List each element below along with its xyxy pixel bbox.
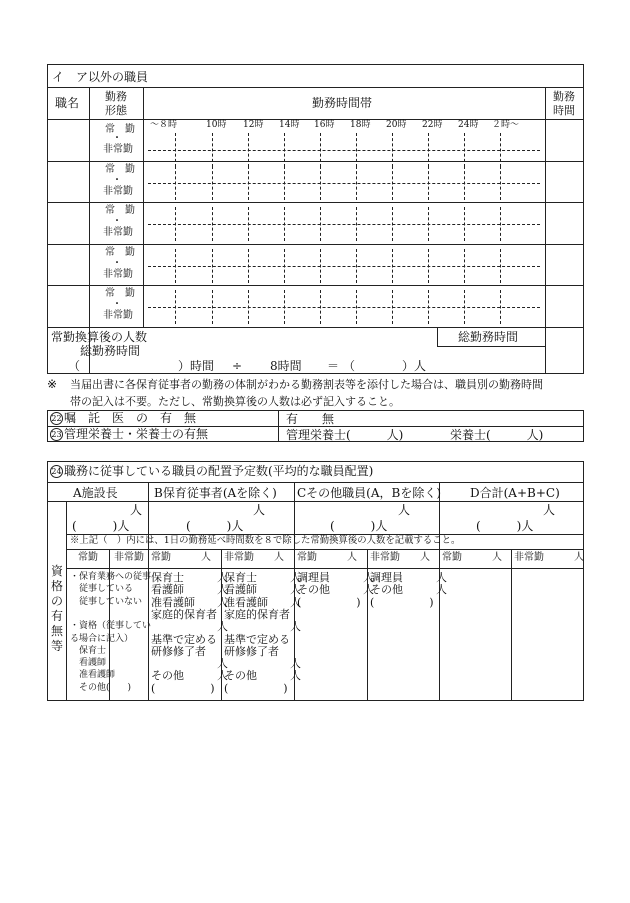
a-qualification-item: その他( ) (70, 682, 132, 693)
c-full-label: 常勤 人 (297, 552, 357, 563)
a-paren-person: ( )人 (72, 519, 130, 533)
col-d-total: D合計(A+B+C) (470, 486, 560, 500)
b-full-item: 看護師 人 (151, 583, 228, 597)
b-full-item: ( ) (151, 681, 215, 695)
note-line-1: 当届出書に各保育従事者の勤務の体制がわかる勤務割表等を添付した場合は、職員別の勤務時間 (70, 378, 543, 391)
c-full-item: その他 人 (297, 583, 374, 597)
staff-allocation-title: 24 職務に従事している職員の配置予定数(平均的な職員配置) (51, 464, 374, 478)
calc-divide: ÷ (232, 359, 243, 373)
b-full-item: 人 (151, 620, 228, 634)
hour-label: 10時 (206, 120, 227, 130)
a-part-label: 非常勤 (114, 552, 144, 563)
col-a-director: A施設長 (73, 486, 118, 500)
fulltime-option: 常 勤 (105, 124, 135, 135)
hour-label: 16時 (314, 120, 335, 130)
form-separator: ・ (112, 133, 122, 144)
c-full-item: ( ) (297, 595, 361, 609)
fulltime-option: 常 勤 (105, 164, 135, 175)
fulltime-option: 常 勤 (105, 288, 135, 299)
a-qualification-item: 准看護師 (70, 670, 116, 681)
col-hours-1: 勤務 (553, 90, 575, 103)
b-full-item: 保育士 人 (151, 571, 228, 584)
dietitian-count: 栄養士( 人) (450, 428, 544, 442)
fte-label: 常勤換算後の人数 (51, 330, 148, 344)
hour-label: 18時 (350, 120, 371, 130)
b-part-item: 看護師 人 (224, 583, 301, 597)
b-part-item: 准看護師 人 (224, 595, 301, 609)
c-part-item: 調理員 人 (370, 571, 447, 584)
c-part-item: その他 人 (370, 583, 447, 597)
a-qualification-item: る場合に記入） (70, 633, 134, 644)
b-full-item: 准看護師 人 (151, 595, 228, 609)
b-full-item: その他 人 (151, 669, 228, 683)
fulltime-option: 常 勤 (105, 247, 135, 258)
num-22-icon: 22 (51, 414, 62, 423)
a-qualification-item: 保育士 (70, 645, 107, 656)
time-band-row (148, 207, 540, 241)
hour-label: 24時 (458, 120, 479, 130)
col-hours-2: 時間 (553, 104, 575, 117)
col-c-other: Cその他職員(A，Bを除く) (297, 486, 442, 500)
parttime-option: 非常勤 (103, 269, 133, 280)
c-part-label: 非常勤 人 (370, 552, 430, 563)
b-part-item: ( ) (224, 681, 288, 695)
b-part-item: 保育士 人 (224, 571, 301, 584)
fte-note: ※上記（ ）内には、1日の勤務延べ時間数を８で除した常勤換算後の人数を記載すること。 (70, 535, 461, 546)
b-full-item: 基準で定める (151, 632, 217, 646)
dietitian-label: 23 管理栄養士・栄養士の有無 (51, 427, 209, 441)
form-separator: ・ (112, 299, 122, 310)
b-person: 人 (253, 503, 266, 517)
mgmt-dietitian-count: 管理栄養士( 人) (286, 428, 404, 442)
b-part-item: 家庭的保育者 (224, 607, 290, 621)
form-separator: ・ (112, 175, 122, 186)
b-part-item: 人 (224, 657, 301, 671)
hour-label: 14時 (279, 120, 300, 130)
a-person: 人 (130, 503, 143, 517)
parttime-option: 非常勤 (103, 227, 133, 238)
parttime-option: 非常勤 (103, 310, 133, 321)
c-part-item: ( ) (370, 595, 434, 609)
form-separator: ・ (112, 216, 122, 227)
b-part-label: 非常勤 人 (224, 552, 284, 563)
a-qualification-item: 看護師 (70, 658, 107, 669)
c-person: 人 (398, 503, 411, 517)
note-mark: ※ (47, 377, 58, 391)
b-part-item: その他 人 (224, 669, 301, 683)
b-part-item: 人 (224, 620, 301, 634)
b-paren-person: ( )人 (186, 519, 244, 533)
a-full-label: 常勤 (78, 552, 98, 563)
col-b-childcare: B保育従事者(Aを除く) (154, 486, 277, 500)
d-paren-person: ( )人 (476, 519, 534, 533)
calc-open-2: （ (343, 359, 356, 373)
b-full-item: 人 (151, 657, 228, 671)
hour-label: 20時 (386, 120, 407, 130)
col-time-band: 勤務時間帯 (312, 96, 373, 110)
hour-label: ２時～ (492, 120, 520, 130)
hour-label: ～８時 (150, 120, 178, 130)
consulting-doctor-label: 22 嘱 託 医 の 有 無 (51, 411, 197, 425)
calc-equals: ＝ (327, 359, 340, 373)
num-23-icon: 23 (51, 430, 62, 439)
a-qualification-item: ・保育業務への従事 (70, 572, 152, 582)
b-part-item: 研修修了者 (224, 644, 279, 658)
calc-8-hours: 8時間 (270, 359, 302, 373)
col-job-title: 職名 (55, 96, 80, 110)
col-work-form-2: 形態 (105, 104, 127, 117)
col-work-form-1: 勤務 (105, 90, 127, 103)
calc-persons: ）人 (402, 359, 427, 373)
a-qualification-item: 従事している (70, 584, 134, 595)
time-band-row (148, 290, 540, 324)
fulltime-option: 常 勤 (105, 205, 135, 216)
calc-open: （ (68, 359, 81, 373)
b-full-item: 家庭的保育者 (151, 607, 217, 621)
d-full-label: 常勤 人 (442, 552, 502, 563)
time-band-row (148, 249, 540, 283)
total-hours-label: 総勤務時間 (458, 330, 519, 344)
b-full-label: 常勤 人 (151, 552, 211, 563)
form-separator: ・ (112, 258, 122, 269)
num-24-icon: 24 (51, 467, 62, 476)
hour-label: 12時 (243, 120, 264, 130)
consulting-doctor-value: 有 無 (286, 412, 335, 426)
calc-hours: ）時間 (178, 359, 215, 373)
c-paren-person: ( )人 (330, 519, 388, 533)
a-qualification-item: 従事していない (70, 596, 143, 607)
time-band-row (148, 166, 540, 200)
c-full-item: 調理員 人 (297, 571, 374, 584)
qualification-side-label: 資格の有無等 (51, 564, 64, 653)
a-qualification-item: ・資格（従事してい (70, 621, 152, 632)
note-line-2: 帯の記入は不要。ただし、常勤換算後の人数は必ず記入すること。 (70, 395, 400, 408)
d-person: 人 (543, 503, 556, 517)
fte-total-hours-label: 総勤務時間 (80, 344, 141, 358)
hour-label: 22時 (422, 120, 443, 130)
d-part-label: 非常勤 人 (514, 552, 584, 563)
b-part-item: 基準で定める (224, 632, 290, 646)
section-i-title: イ ア以外の職員 (52, 70, 149, 84)
b-full-item: 研修修了者 (151, 644, 206, 658)
parttime-option: 非常勤 (103, 186, 133, 197)
parttime-option: 非常勤 (103, 144, 133, 155)
